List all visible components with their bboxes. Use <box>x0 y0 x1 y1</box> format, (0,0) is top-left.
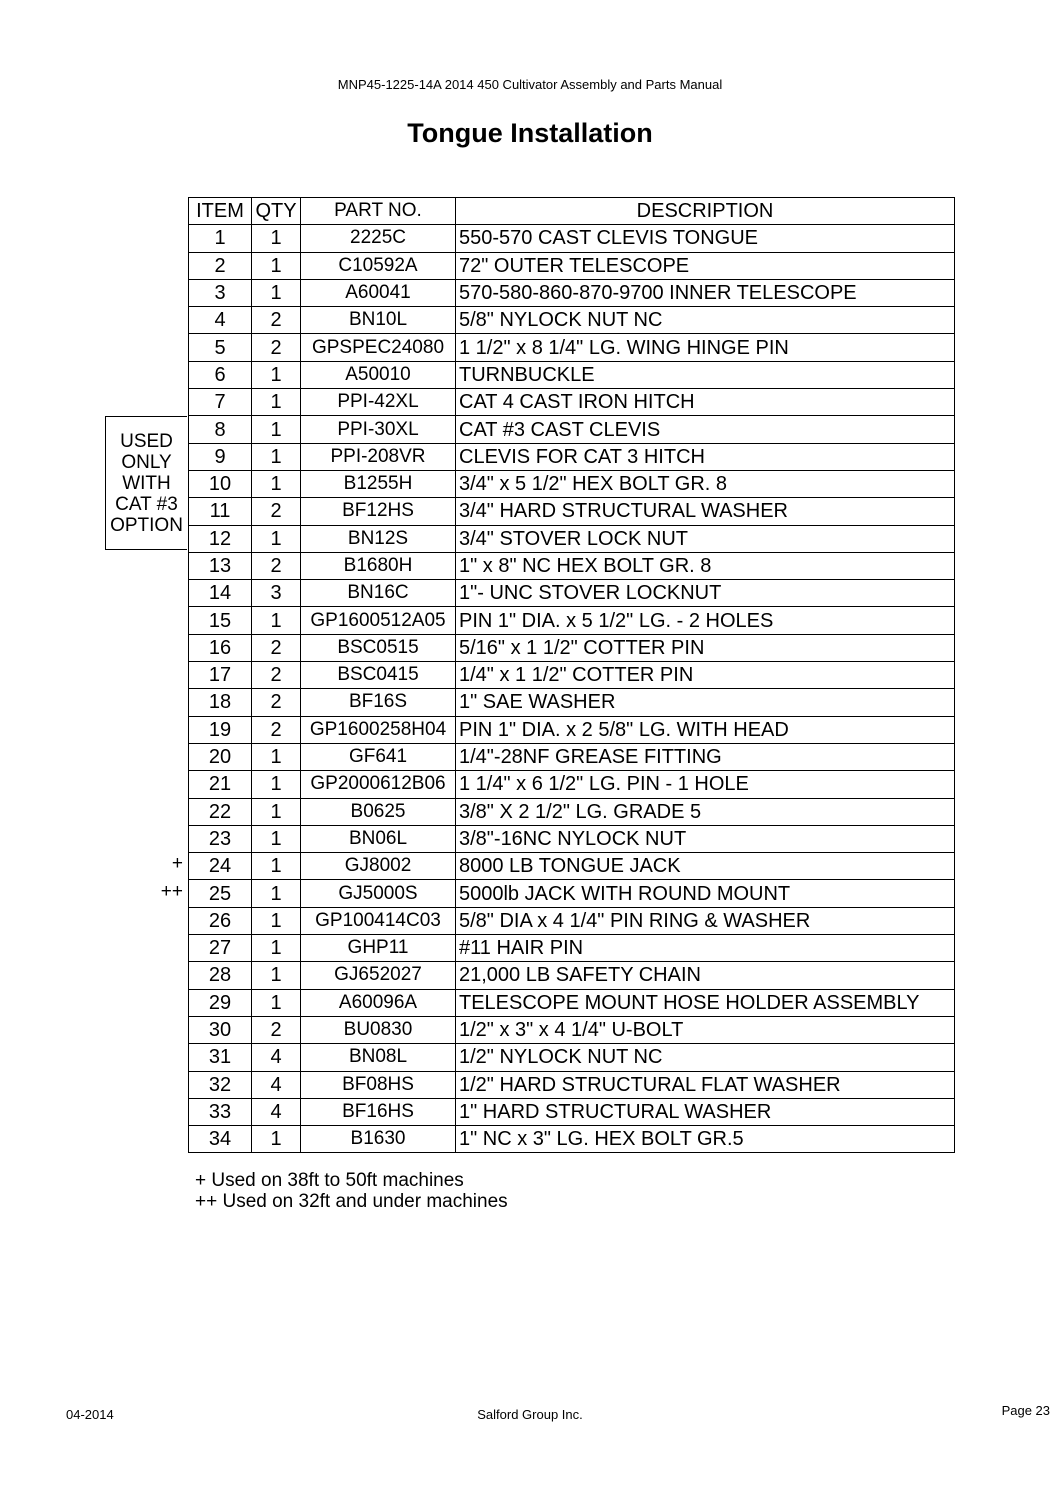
cell-part-no: GP2000612B06 <box>301 771 456 798</box>
cell-part-no: GP100414C03 <box>301 907 456 934</box>
table-row <box>189 743 955 770</box>
cell-description: 1"- UNC STOVER LOCKNUT <box>456 580 955 607</box>
cell-description: 1/2" x 3" x 4 1/4" U-BOLT <box>456 1016 955 1043</box>
cell-item: 33 <box>189 1098 252 1125</box>
cell-description: 5/8" NYLOCK NUT NC <box>456 307 955 334</box>
cell-item: 14 <box>189 580 252 607</box>
cell-description: 1" HARD STRUCTURAL WASHER <box>456 1098 955 1125</box>
cell-item: 26 <box>189 907 252 934</box>
cell-item: 20 <box>189 743 252 770</box>
table-row <box>189 1016 955 1043</box>
table-row <box>189 498 955 525</box>
header-qty: QTY <box>252 198 301 225</box>
cell-part-no: BN10L <box>301 307 456 334</box>
cell-qty: 1 <box>252 825 301 852</box>
cell-part-no: BF08HS <box>301 1071 456 1098</box>
footnote: ++ Used on 32ft and under machines <box>195 1191 508 1212</box>
cell-item: 30 <box>189 1016 252 1043</box>
cell-qty: 2 <box>252 716 301 743</box>
cell-qty: 1 <box>252 853 301 880</box>
cell-description: 3/8"-16NC NYLOCK NUT <box>456 825 955 852</box>
cell-item: 17 <box>189 662 252 689</box>
cell-qty: 1 <box>252 279 301 306</box>
table-row <box>189 798 955 825</box>
cell-description: 550-570 CAST CLEVIS TONGUE <box>456 225 955 252</box>
cell-part-no: BSC0515 <box>301 634 456 661</box>
cell-item: 11 <box>189 498 252 525</box>
cell-item: 10 <box>189 470 252 497</box>
cell-item: 27 <box>189 935 252 962</box>
cell-part-no: BSC0415 <box>301 662 456 689</box>
table-row <box>189 225 955 252</box>
table-row <box>189 825 955 852</box>
cell-part-no: GHP11 <box>301 935 456 962</box>
cell-item: 28 <box>189 962 252 989</box>
table-row <box>189 880 955 907</box>
cell-item: 24 <box>189 853 252 880</box>
cell-description: PIN 1" DIA. x 5 1/2" LG. - 2 HOLES <box>456 607 955 634</box>
table-row <box>189 689 955 716</box>
cell-description: 3/4" HARD STRUCTURAL WASHER <box>456 498 955 525</box>
table-row <box>189 307 955 334</box>
cell-qty: 1 <box>252 443 301 470</box>
cell-qty: 1 <box>252 1126 301 1153</box>
table-row <box>189 662 955 689</box>
row-25-marker: ++ <box>160 881 183 902</box>
cell-item: 34 <box>189 1126 252 1153</box>
cell-qty: 2 <box>252 498 301 525</box>
table-row <box>189 334 955 361</box>
cell-part-no: BF16S <box>301 689 456 716</box>
cell-description: 1/2" HARD STRUCTURAL FLAT WASHER <box>456 1071 955 1098</box>
cell-qty: 1 <box>252 607 301 634</box>
cell-description: 8000 LB TONGUE JACK <box>456 853 955 880</box>
table-row <box>189 525 955 552</box>
table-row <box>189 580 955 607</box>
cell-part-no: B1255H <box>301 470 456 497</box>
cell-qty: 2 <box>252 307 301 334</box>
cell-part-no: PPI-30XL <box>301 416 456 443</box>
side-note-line: OPTION <box>110 514 183 536</box>
cell-description: 1/4" x 1 1/2" COTTER PIN <box>456 662 955 689</box>
cell-description: 5000lb JACK WITH ROUND MOUNT <box>456 880 955 907</box>
cell-qty: 2 <box>252 334 301 361</box>
cell-description: 5/16" x 1 1/2" COTTER PIN <box>456 634 955 661</box>
cell-description: TELESCOPE MOUNT HOSE HOLDER ASSEMBLY <box>456 989 955 1016</box>
table-row <box>189 853 955 880</box>
cell-part-no: 2225C <box>301 225 456 252</box>
document-header: MNP45-1225-14A 2014 450 Cultivator Assembly and Parts Manual <box>337 77 723 92</box>
cell-part-no: BN06L <box>301 825 456 852</box>
cell-qty: 1 <box>252 525 301 552</box>
cell-item: 18 <box>189 689 252 716</box>
cell-qty: 1 <box>252 389 301 416</box>
cell-description: TURNBUCKLE <box>456 361 955 388</box>
cell-part-no: A50010 <box>301 361 456 388</box>
table-row <box>189 279 955 306</box>
table-row <box>189 907 955 934</box>
table-row <box>189 1044 955 1071</box>
cell-qty: 2 <box>252 552 301 579</box>
cell-item: 1 <box>189 225 252 252</box>
cell-item: 6 <box>189 361 252 388</box>
cell-description: CLEVIS FOR CAT 3 HITCH <box>456 443 955 470</box>
cell-qty: 2 <box>252 662 301 689</box>
footnotes <box>195 1170 508 1212</box>
cell-description: 1" SAE WASHER <box>456 689 955 716</box>
cell-part-no: GJ8002 <box>301 853 456 880</box>
cell-qty: 4 <box>252 1071 301 1098</box>
cell-item: 15 <box>189 607 252 634</box>
cell-part-no: B0625 <box>301 798 456 825</box>
cell-item: 12 <box>189 525 252 552</box>
cell-item: 29 <box>189 989 252 1016</box>
cell-qty: 1 <box>252 989 301 1016</box>
table-header-row <box>189 198 955 225</box>
cell-item: 13 <box>189 552 252 579</box>
cell-part-no: PPI-42XL <box>301 389 456 416</box>
cell-qty: 3 <box>252 580 301 607</box>
cell-part-no: B1680H <box>301 552 456 579</box>
table-row <box>189 607 955 634</box>
cell-qty: 1 <box>252 743 301 770</box>
cell-part-no: PPI-208VR <box>301 443 456 470</box>
table-row <box>189 935 955 962</box>
cell-item: 16 <box>189 634 252 661</box>
table-row <box>189 1098 955 1125</box>
cell-qty: 1 <box>252 935 301 962</box>
page-number: Page 23 <box>1001 1403 1050 1418</box>
cell-part-no: GF641 <box>301 743 456 770</box>
table-row <box>189 443 955 470</box>
cell-item: 25 <box>189 880 252 907</box>
cell-description: 570-580-860-870-9700 INNER TELESCOPE <box>456 279 955 306</box>
cell-description: 3/8" X 2 1/2" LG. GRADE 5 <box>456 798 955 825</box>
table-row <box>189 552 955 579</box>
cell-description: 3/4" x 5 1/2" HEX BOLT GR. 8 <box>456 470 955 497</box>
cat3-option-note <box>105 416 187 550</box>
cell-part-no: B1630 <box>301 1126 456 1153</box>
footer-company: Salford Group Inc. <box>477 1407 583 1422</box>
table-row <box>189 252 955 279</box>
table-row <box>189 1126 955 1153</box>
table-row <box>189 470 955 497</box>
cell-description: 3/4" STOVER LOCK NUT <box>456 525 955 552</box>
cell-qty: 1 <box>252 771 301 798</box>
cell-description: #11 HAIR PIN <box>456 935 955 962</box>
cell-qty: 1 <box>252 416 301 443</box>
cell-item: 23 <box>189 825 252 852</box>
cell-part-no: BF12HS <box>301 498 456 525</box>
header-part-no: PART NO. <box>301 198 456 225</box>
cell-part-no: A60096A <box>301 989 456 1016</box>
cell-part-no: BU0830 <box>301 1016 456 1043</box>
cell-qty: 1 <box>252 907 301 934</box>
cell-description: 5/8" DIA x 4 1/4" PIN RING & WASHER <box>456 907 955 934</box>
cell-part-no: GP1600512A05 <box>301 607 456 634</box>
cell-qty: 1 <box>252 225 301 252</box>
cell-item: 2 <box>189 252 252 279</box>
side-note-line: USED <box>120 430 173 452</box>
side-note-line: ONLY <box>121 451 172 473</box>
cell-qty: 4 <box>252 1098 301 1125</box>
parts-table <box>188 197 955 1153</box>
cell-description: 1 1/4" x 6 1/2" LG. PIN - 1 HOLE <box>456 771 955 798</box>
table-row <box>189 361 955 388</box>
cell-part-no: GPSPEC24080 <box>301 334 456 361</box>
cell-part-no: GP1600258H04 <box>301 716 456 743</box>
cell-description: CAT 4 CAST IRON HITCH <box>456 389 955 416</box>
table-row <box>189 771 955 798</box>
cell-description: 1" x 8" NC HEX BOLT GR. 8 <box>456 552 955 579</box>
cell-qty: 2 <box>252 634 301 661</box>
table-row <box>189 989 955 1016</box>
cell-description: 1 1/2" x 8 1/4" LG. WING HINGE PIN <box>456 334 955 361</box>
cell-part-no: GJ5000S <box>301 880 456 907</box>
table-row <box>189 416 955 443</box>
cell-qty: 4 <box>252 1044 301 1071</box>
cell-item: 5 <box>189 334 252 361</box>
cell-description: 1/2" NYLOCK NUT NC <box>456 1044 955 1071</box>
header-item: ITEM <box>189 198 252 225</box>
parts-table-body <box>189 225 955 1153</box>
cell-qty: 1 <box>252 252 301 279</box>
cell-qty: 2 <box>252 1016 301 1043</box>
cell-qty: 1 <box>252 361 301 388</box>
cell-part-no: GJ652027 <box>301 962 456 989</box>
table-row <box>189 634 955 661</box>
cell-item: 22 <box>189 798 252 825</box>
page-title: Tongue Installation <box>407 118 653 148</box>
footnote: + Used on 38ft to 50ft machines <box>195 1170 464 1191</box>
side-note-line: WITH <box>122 472 171 494</box>
cell-part-no: C10592A <box>301 252 456 279</box>
cell-item: 8 <box>189 416 252 443</box>
table-row <box>189 962 955 989</box>
cell-item: 7 <box>189 389 252 416</box>
cell-item: 4 <box>189 307 252 334</box>
cell-item: 3 <box>189 279 252 306</box>
cell-item: 31 <box>189 1044 252 1071</box>
table-row <box>189 1071 955 1098</box>
cell-part-no: A60041 <box>301 279 456 306</box>
cell-item: 19 <box>189 716 252 743</box>
cell-part-no: BN16C <box>301 580 456 607</box>
cell-part-no: BF16HS <box>301 1098 456 1125</box>
header-description: DESCRIPTION <box>456 198 955 225</box>
footer-date: 04-2014 <box>66 1407 114 1422</box>
cell-qty: 1 <box>252 962 301 989</box>
side-note-line: CAT #3 <box>115 493 178 515</box>
table-row <box>189 716 955 743</box>
cell-qty: 2 <box>252 689 301 716</box>
cell-description: CAT #3 CAST CLEVIS <box>456 416 955 443</box>
row-24-marker: + <box>171 853 183 874</box>
cell-part-no: BN08L <box>301 1044 456 1071</box>
cell-qty: 1 <box>252 880 301 907</box>
cell-qty: 1 <box>252 798 301 825</box>
cell-description: 1/4"-28NF GREASE FITTING <box>456 743 955 770</box>
cell-description: 21,000 LB SAFETY CHAIN <box>456 962 955 989</box>
cell-description: 1" NC x 3" LG. HEX BOLT GR.5 <box>456 1126 955 1153</box>
cell-part-no: BN12S <box>301 525 456 552</box>
cell-item: 9 <box>189 443 252 470</box>
cell-qty: 1 <box>252 470 301 497</box>
table-row <box>189 389 955 416</box>
cell-item: 32 <box>189 1071 252 1098</box>
cell-description: 72" OUTER TELESCOPE <box>456 252 955 279</box>
cell-description: PIN 1" DIA. x 2 5/8" LG. WITH HEAD <box>456 716 955 743</box>
cell-item: 21 <box>189 771 252 798</box>
